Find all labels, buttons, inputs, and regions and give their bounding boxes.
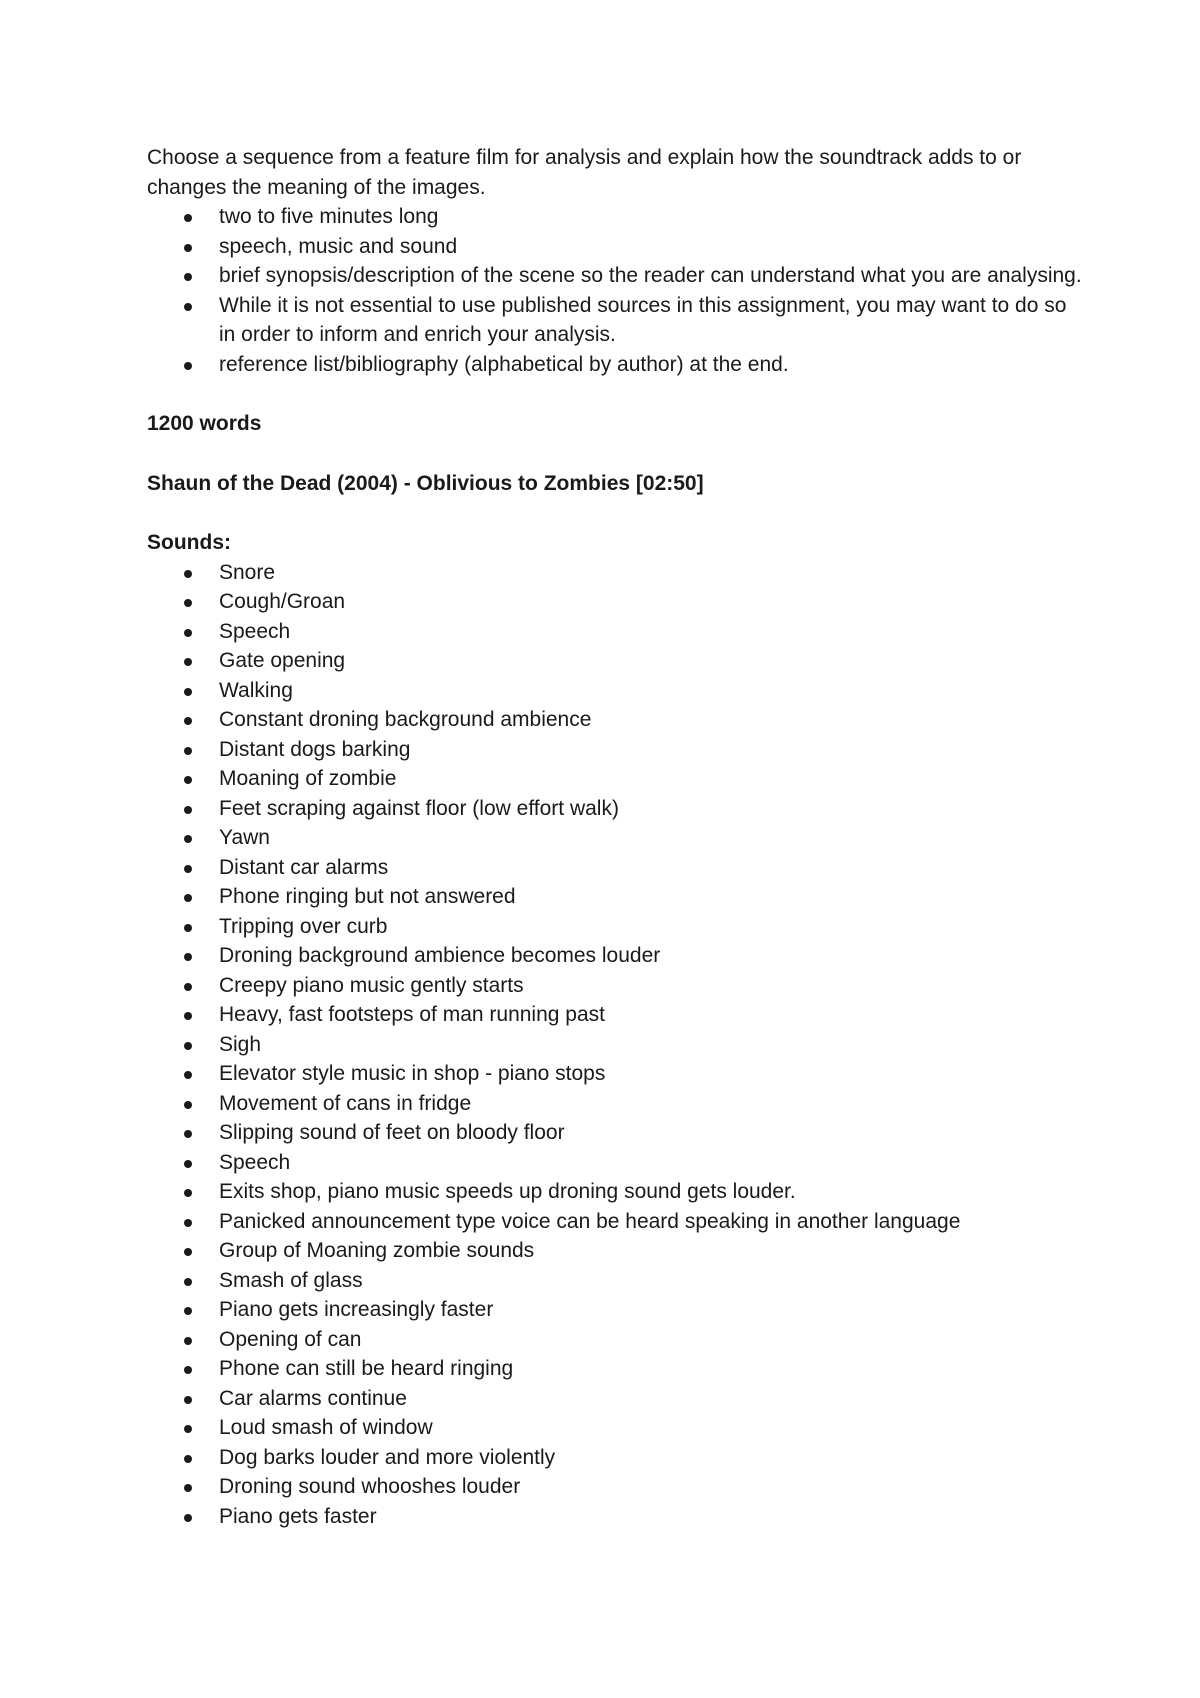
list-item: Droning sound whooshes louder — [147, 1472, 1087, 1502]
spacer — [147, 439, 1087, 469]
list-item: Slipping sound of feet on bloody floor — [147, 1118, 1087, 1148]
film-heading: Shaun of the Dead (2004) - Oblivious to Zombies [02:50] — [147, 471, 704, 495]
assignment-intro: Choose a sequence from a feature film for analysis and explain how the soundtrack adds to or changes the meaning of the images. — [147, 146, 1022, 199]
list-item: Distant dogs barking — [147, 735, 1087, 765]
list-item: Piano gets increasingly faster — [147, 1295, 1087, 1325]
list-item: Panicked announcement type voice can be heard speaking in another language — [147, 1207, 1087, 1237]
list-item: Walking — [147, 676, 1087, 706]
list-item: Exits shop, piano music speeds up droning sound gets louder. — [147, 1177, 1087, 1207]
list-item: Group of Moaning zombie sounds — [147, 1236, 1087, 1266]
list-item: Speech — [147, 1148, 1087, 1178]
list-item: Gate opening — [147, 646, 1087, 676]
list-item: Tripping over curb — [147, 912, 1087, 942]
list-item: Car alarms continue — [147, 1384, 1087, 1414]
list-item: Dog barks louder and more violently — [147, 1443, 1087, 1473]
list-item: reference list/bibliography (alphabetical by author) at the end. — [147, 350, 1087, 380]
list-item: Piano gets faster — [147, 1502, 1087, 1532]
list-item: Phone can still be heard ringing — [147, 1354, 1087, 1384]
list-item: Loud smash of window — [147, 1413, 1087, 1443]
list-item: Movement of cans in fridge — [147, 1089, 1087, 1119]
list-item: Heavy, fast footsteps of man running past — [147, 1000, 1087, 1030]
list-item: two to five minutes long — [147, 202, 1087, 232]
list-item: Cough/Groan — [147, 587, 1087, 617]
list-item: Smash of glass — [147, 1266, 1087, 1296]
list-item: Droning background ambience becomes louder — [147, 941, 1087, 971]
sounds-list — [147, 558, 1087, 1532]
list-item: Moaning of zombie — [147, 764, 1087, 794]
list-item: Constant droning background ambience — [147, 705, 1087, 735]
list-item: Phone ringing but not answered — [147, 882, 1087, 912]
document-content — [147, 143, 1087, 1531]
list-item: Distant car alarms — [147, 853, 1087, 883]
list-item: Speech — [147, 617, 1087, 647]
sounds-heading: Sounds: — [147, 531, 231, 554]
list-item: Yawn — [147, 823, 1087, 853]
list-item: speech, music and sound — [147, 232, 1087, 262]
list-item: brief synopsis/description of the scene so the reader can understand what you are analysing. — [147, 261, 1087, 291]
list-item: While it is not essential to use published sources in this assignment, you may want to do so in order to inform and enrich your analysis. — [147, 291, 1087, 350]
list-item: Snore — [147, 558, 1087, 588]
requirements-list — [147, 202, 1087, 379]
spacer — [147, 498, 1087, 528]
spacer — [147, 379, 1087, 409]
word-count-heading: 1200 words — [147, 412, 262, 435]
list-item: Sigh — [147, 1030, 1087, 1060]
list-item: Elevator style music in shop - piano stops — [147, 1059, 1087, 1089]
list-item: Feet scraping against floor (low effort walk) — [147, 794, 1087, 824]
list-item: Opening of can — [147, 1325, 1087, 1355]
list-item: Creepy piano music gently starts — [147, 971, 1087, 1001]
